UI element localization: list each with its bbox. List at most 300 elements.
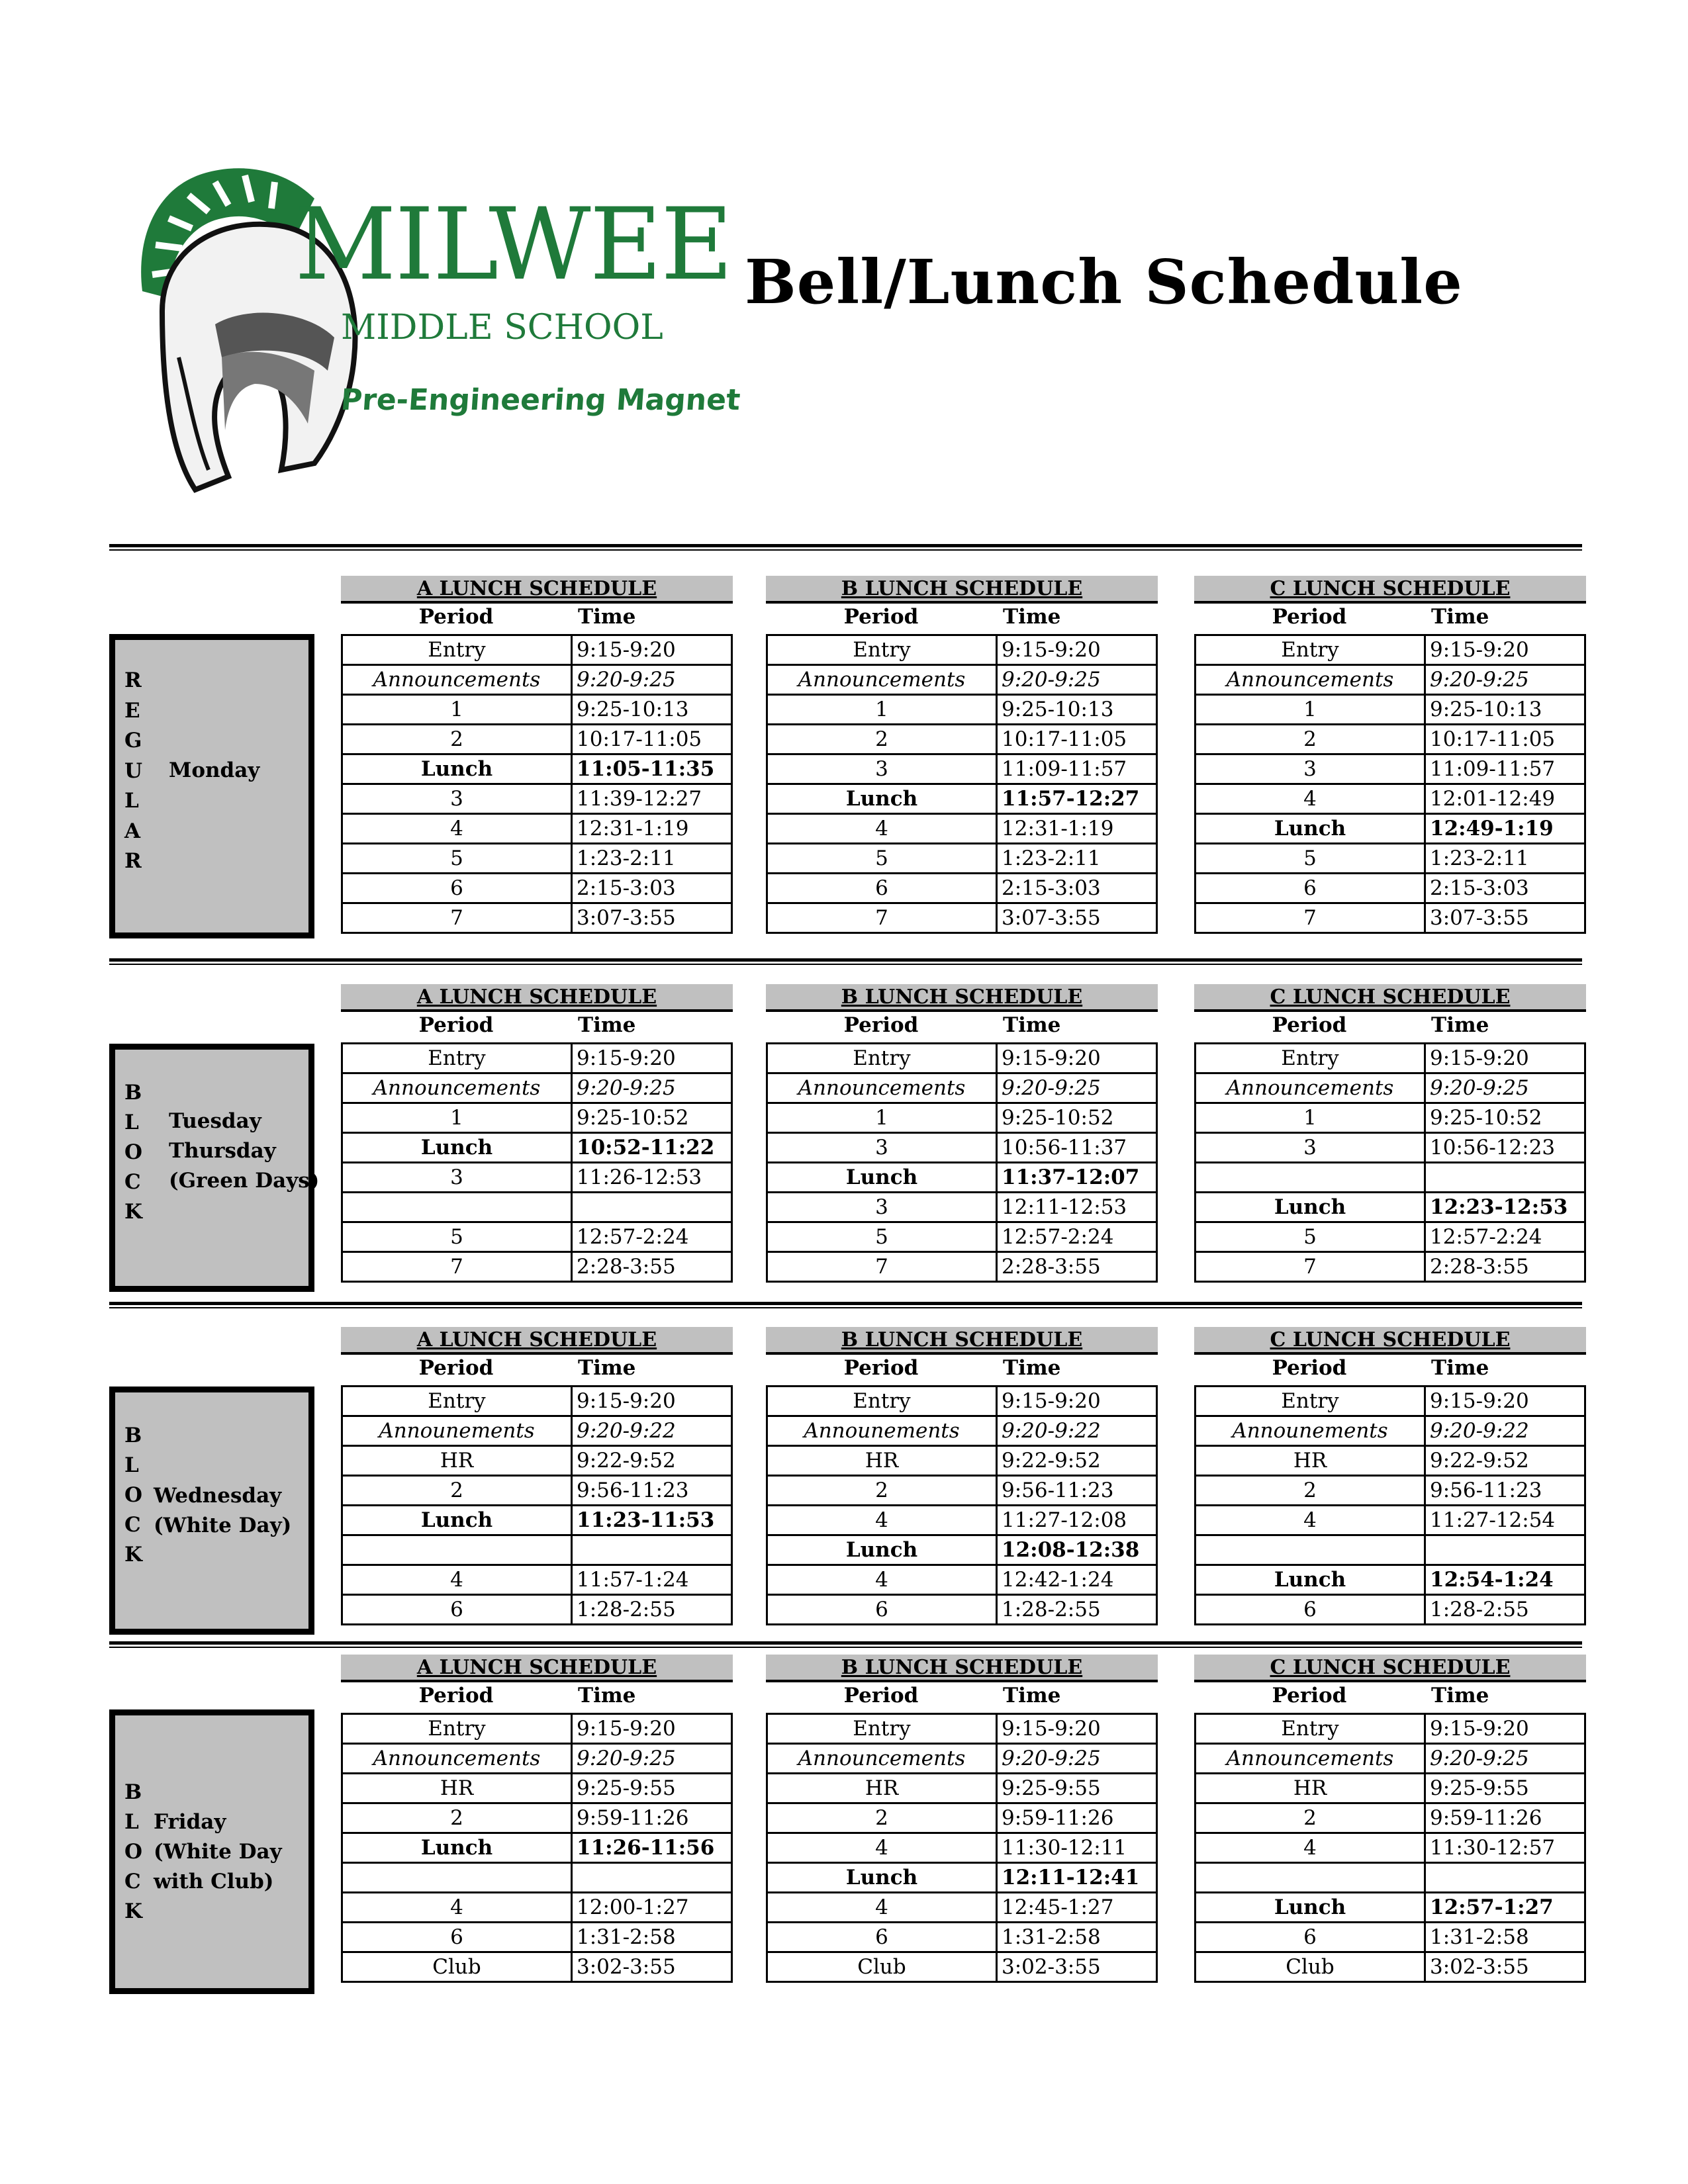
time-cell (1425, 1863, 1585, 1893)
column-headers (1194, 1682, 1586, 1707)
time-cell: 10:56-11:37 (997, 1133, 1157, 1163)
schedule-type-letter: U (124, 758, 143, 783)
time-cell: 11:26-12:53 (572, 1163, 732, 1193)
time-cell: 1:28-2:55 (572, 1595, 732, 1625)
period-cell: Announcements (1196, 665, 1425, 695)
logo-name: MILWEE (295, 187, 732, 302)
period-cell: 4 (767, 1565, 997, 1595)
schedule-row (342, 754, 732, 784)
time-cell: 9:20-9:25 (1425, 1744, 1585, 1774)
schedule-row (342, 1073, 732, 1103)
schedule-title: A LUNCH SCHEDULE (341, 984, 733, 1012)
time-cell: 9:25-9:55 (1425, 1774, 1585, 1803)
schedule-row (767, 1952, 1157, 1982)
schedule-table (341, 1042, 733, 1283)
schedule-row (1196, 1923, 1585, 1952)
schedule-row (767, 665, 1157, 695)
period-cell: 4 (342, 814, 572, 844)
time-header: Time (578, 1356, 636, 1380)
schedule-row (342, 1803, 732, 1833)
schedule-row (767, 1774, 1157, 1803)
schedule-row (342, 784, 732, 814)
period-cell: 2 (1196, 1476, 1425, 1506)
period-cell (342, 1863, 572, 1893)
schedule-row (767, 1714, 1157, 1744)
period-cell: 7 (1196, 1252, 1425, 1282)
schedule-type-letter: O (124, 1140, 143, 1164)
time-cell: 10:56-12:23 (1425, 1133, 1585, 1163)
schedule-type-letter: R (124, 849, 142, 873)
period-cell: 5 (1196, 1222, 1425, 1252)
period-cell: 1 (767, 695, 997, 725)
period-cell: 7 (767, 1252, 997, 1282)
day-name: Friday (154, 1810, 226, 1834)
column-headers (341, 604, 733, 629)
period-header: Period (418, 1684, 494, 1707)
time-cell: 12:49-1:19 (1425, 814, 1585, 844)
schedule-row (342, 1476, 732, 1506)
period-cell: HR (767, 1774, 997, 1803)
schedule-title: B LUNCH SCHEDULE (766, 984, 1158, 1012)
schedule-type-letter: O (124, 1483, 143, 1507)
time-cell: 11:26-11:56 (572, 1833, 732, 1863)
period-cell: 6 (342, 874, 572, 903)
schedule-row (1196, 1535, 1585, 1565)
time-cell: 10:17-11:05 (997, 725, 1157, 754)
time-cell (572, 1535, 732, 1565)
period-cell: 3 (767, 754, 997, 784)
column-headers (1194, 604, 1586, 629)
time-cell: 9:15-9:20 (572, 1714, 732, 1744)
schedule-row (1196, 1863, 1585, 1893)
schedule-type-letter: G (124, 729, 142, 752)
schedule-row (342, 1252, 732, 1282)
time-cell: 1:31-2:58 (572, 1923, 732, 1952)
time-cell: 9:56-11:23 (572, 1476, 732, 1506)
schedule-row (342, 1044, 732, 1073)
schedule-title: C LUNCH SCHEDULE (1194, 1327, 1586, 1355)
logo-tagline: Pre-Engineering Magnet (340, 383, 741, 417)
schedule-row (1196, 1803, 1585, 1833)
schedule-row (1196, 1893, 1585, 1923)
time-cell: 1:31-2:58 (1425, 1923, 1585, 1952)
time-header: Time (1431, 1684, 1489, 1707)
period-cell: 5 (767, 1222, 997, 1252)
schedule-row (767, 1803, 1157, 1833)
schedule-table (341, 634, 733, 934)
period-cell: Announcements (342, 1073, 572, 1103)
period-header: Period (418, 605, 494, 629)
schedule-title: A LUNCH SCHEDULE (341, 1655, 733, 1682)
time-cell: 2:15-3:03 (572, 874, 732, 903)
schedule-type-letter: B (124, 1780, 142, 1804)
time-cell: 11:57-12:27 (997, 784, 1157, 814)
period-cell: Lunch (1196, 1893, 1425, 1923)
period-cell: 3 (1196, 754, 1425, 784)
schedule-row (1196, 1506, 1585, 1535)
period-cell: 2 (767, 1476, 997, 1506)
period-cell: 6 (342, 1595, 572, 1625)
period-cell: HR (767, 1446, 997, 1476)
time-cell: 3:02-3:55 (997, 1952, 1157, 1982)
period-cell: Entry (767, 1387, 997, 1416)
time-cell: 10:52-11:22 (572, 1133, 732, 1163)
time-cell (1425, 1163, 1585, 1193)
schedule-row (342, 1506, 732, 1535)
time-cell: 9:15-9:20 (1425, 1387, 1585, 1416)
schedule-row (1196, 903, 1585, 933)
section-separator (109, 958, 1582, 965)
period-cell: Lunch (767, 1535, 997, 1565)
period-cell: Entry (342, 635, 572, 665)
schedule-title: C LUNCH SCHEDULE (1194, 984, 1586, 1012)
schedule-row (767, 903, 1157, 933)
period-header: Period (1272, 1013, 1347, 1037)
period-cell: 3 (342, 1163, 572, 1193)
schedule-table (1194, 1713, 1586, 1983)
period-header: Period (1272, 1356, 1347, 1380)
schedule-row (767, 1416, 1157, 1446)
schedule-row (1196, 1833, 1585, 1863)
period-cell: Announcements (767, 1744, 997, 1774)
period-cell: 4 (1196, 1506, 1425, 1535)
schedule-row (767, 1222, 1157, 1252)
period-cell: 6 (767, 874, 997, 903)
period-cell: Club (342, 1952, 572, 1982)
period-header: Period (843, 1013, 919, 1037)
period-cell: 4 (1196, 784, 1425, 814)
column-headers (341, 1355, 733, 1380)
period-cell: 1 (342, 1103, 572, 1133)
period-cell: HR (1196, 1446, 1425, 1476)
time-cell: 1:23-2:11 (1425, 844, 1585, 874)
period-cell: Announcements (1196, 1744, 1425, 1774)
time-cell: 11:27-12:08 (997, 1506, 1157, 1535)
schedule-row (1196, 844, 1585, 874)
column-headers (766, 1012, 1158, 1037)
schedule-row (1196, 1952, 1585, 1982)
time-cell: 3:02-3:55 (572, 1952, 732, 1982)
column-headers (1194, 1355, 1586, 1380)
period-cell: Lunch (767, 1863, 997, 1893)
schedule-row (1196, 1103, 1585, 1133)
time-cell: 9:25-9:55 (572, 1774, 732, 1803)
period-cell: Announcements (1196, 1073, 1425, 1103)
time-cell: 9:20-9:25 (1425, 665, 1585, 695)
schedule-row (1196, 1744, 1585, 1774)
schedule-title: B LUNCH SCHEDULE (766, 1655, 1158, 1682)
period-cell: Announcements (342, 665, 572, 695)
period-cell: Lunch (767, 1163, 997, 1193)
schedule-type-letter: C (124, 1170, 141, 1194)
schedule-row (1196, 1387, 1585, 1416)
period-cell: 1 (1196, 1103, 1425, 1133)
schedule-row (1196, 1044, 1585, 1073)
time-cell: 9:20-9:25 (1425, 1073, 1585, 1103)
schedule-row (1196, 784, 1585, 814)
time-cell: 1:28-2:55 (997, 1595, 1157, 1625)
time-cell: 2:28-3:55 (997, 1252, 1157, 1282)
schedule-row (1196, 1133, 1585, 1163)
schedule-row (342, 903, 732, 933)
schedule-row (767, 1535, 1157, 1565)
schedule-row (767, 1893, 1157, 1923)
schedule-table (1194, 634, 1586, 934)
schedule-title: B LUNCH SCHEDULE (766, 576, 1158, 604)
schedule-row (1196, 635, 1585, 665)
time-cell: 9:59-11:26 (1425, 1803, 1585, 1833)
time-cell: 12:08-12:38 (997, 1535, 1157, 1565)
time-cell: 12:23-12:53 (1425, 1193, 1585, 1222)
schedule-row (1196, 1774, 1585, 1803)
time-cell (1425, 1535, 1585, 1565)
schedule-row (342, 1163, 732, 1193)
period-cell: Entry (342, 1714, 572, 1744)
period-cell: 4 (767, 1506, 997, 1535)
period-cell: 5 (767, 844, 997, 874)
time-header: Time (1003, 1684, 1061, 1707)
time-cell: 10:17-11:05 (572, 725, 732, 754)
day-name: (White Day) (154, 1514, 292, 1537)
period-cell (1196, 1863, 1425, 1893)
time-header: Time (1003, 605, 1061, 629)
schedule-row (767, 1133, 1157, 1163)
period-cell: 1 (342, 695, 572, 725)
period-header: Period (843, 1684, 919, 1707)
column-headers (766, 1355, 1158, 1380)
schedule-row (342, 1387, 732, 1416)
schedule-row (767, 1476, 1157, 1506)
time-cell: 9:20-9:25 (997, 1073, 1157, 1103)
period-cell: Announements (342, 1416, 572, 1446)
schedule-row (767, 1103, 1157, 1133)
time-cell: 9:56-11:23 (997, 1476, 1157, 1506)
schedule-row (1196, 1595, 1585, 1625)
schedule-table (766, 1042, 1158, 1283)
schedule-type-letter: B (124, 1081, 142, 1105)
period-cell (1196, 1163, 1425, 1193)
time-cell: 9:56-11:23 (1425, 1476, 1585, 1506)
time-cell: 9:15-9:20 (1425, 1714, 1585, 1744)
schedule-table (766, 634, 1158, 934)
schedule-row (342, 1416, 732, 1446)
column-headers (766, 604, 1158, 629)
schedule-row (342, 665, 732, 695)
period-cell: Entry (1196, 1387, 1425, 1416)
schedule-row (1196, 665, 1585, 695)
period-cell: Lunch (767, 784, 997, 814)
time-cell: 12:45-1:27 (997, 1893, 1157, 1923)
schedule-row (767, 1595, 1157, 1625)
time-cell: 9:20-9:22 (1425, 1416, 1585, 1446)
period-cell: 6 (767, 1923, 997, 1952)
period-cell: 2 (767, 1803, 997, 1833)
time-cell: 1:28-2:55 (1425, 1595, 1585, 1625)
period-cell: 6 (1196, 874, 1425, 903)
time-cell: 9:15-9:20 (572, 1387, 732, 1416)
schedule-row (767, 1446, 1157, 1476)
schedule-type-letter: L (124, 1453, 139, 1477)
schedule-row (342, 1923, 732, 1952)
schedule-table (766, 1713, 1158, 1983)
schedule-row (342, 1446, 732, 1476)
schedule-row (767, 1387, 1157, 1416)
column-headers (341, 1682, 733, 1707)
schedule-type-letter: R (124, 668, 142, 692)
time-cell: 9:25-10:13 (1425, 695, 1585, 725)
period-cell: 7 (342, 1252, 572, 1282)
schedule-row (1196, 1252, 1585, 1282)
time-cell: 3:02-3:55 (1425, 1952, 1585, 1982)
time-cell: 11:30-12:57 (1425, 1833, 1585, 1863)
schedule-row (342, 1193, 732, 1222)
time-cell: 9:15-9:20 (572, 635, 732, 665)
period-cell: 2 (342, 1803, 572, 1833)
section-separator (109, 544, 1582, 551)
time-header: Time (1003, 1356, 1061, 1380)
period-cell: Lunch (342, 1833, 572, 1863)
schedule-row (767, 635, 1157, 665)
period-cell (342, 1193, 572, 1222)
schedule-title: C LUNCH SCHEDULE (1194, 576, 1586, 604)
schedule-type-letter: B (124, 1424, 142, 1447)
period-cell: 3 (767, 1193, 997, 1222)
time-cell: 1:31-2:58 (997, 1923, 1157, 1952)
schedule-row (342, 844, 732, 874)
period-cell: Entry (1196, 635, 1425, 665)
schedule-row (767, 725, 1157, 754)
schedule-table (766, 1385, 1158, 1625)
period-cell: 4 (342, 1565, 572, 1595)
section-separator (109, 1641, 1582, 1648)
time-cell: 9:22-9:52 (572, 1446, 732, 1476)
schedule-row (1196, 1714, 1585, 1744)
period-cell: 2 (1196, 725, 1425, 754)
schedule-type-letter: E (124, 698, 140, 723)
schedule-row (767, 1833, 1157, 1863)
schedule-row (342, 1535, 732, 1565)
time-header: Time (578, 1013, 636, 1037)
time-cell: 2:28-3:55 (1425, 1252, 1585, 1282)
time-cell: 9:20-9:25 (572, 1744, 732, 1774)
schedule-row (342, 1774, 732, 1803)
logo-subtitle: MIDDLE SCHOOL (341, 308, 663, 347)
schedule-title: C LUNCH SCHEDULE (1194, 1655, 1586, 1682)
time-cell: 9:15-9:20 (997, 635, 1157, 665)
time-cell: 11:09-11:57 (997, 754, 1157, 784)
period-cell: Club (1196, 1952, 1425, 1982)
time-header: Time (578, 1684, 636, 1707)
time-header: Time (1431, 1013, 1489, 1037)
column-headers (341, 1012, 733, 1037)
time-cell: 9:25-10:13 (572, 695, 732, 725)
period-cell: HR (1196, 1774, 1425, 1803)
schedule-row (342, 1863, 732, 1893)
schedule-type-letter: C (124, 1513, 141, 1537)
schedule-row (1196, 874, 1585, 903)
schedule-title: A LUNCH SCHEDULE (341, 576, 733, 604)
time-cell: 2:28-3:55 (572, 1252, 732, 1282)
schedule-row (342, 1222, 732, 1252)
schedule-row (1196, 1565, 1585, 1595)
time-cell: 12:57-2:24 (572, 1222, 732, 1252)
schedule-row (1196, 695, 1585, 725)
schedule-row (767, 1073, 1157, 1103)
schedule-row (342, 1565, 732, 1595)
time-cell: 11:39-12:27 (572, 784, 732, 814)
period-cell: Entry (1196, 1044, 1425, 1073)
schedule-row (1196, 1222, 1585, 1252)
time-cell: 12:54-1:24 (1425, 1565, 1585, 1595)
period-cell: Announements (767, 1416, 997, 1446)
schedule-row (1196, 1193, 1585, 1222)
time-cell: 9:22-9:52 (997, 1446, 1157, 1476)
day-name: Tuesday (169, 1109, 261, 1133)
schedule-row (1196, 1073, 1585, 1103)
time-cell: 9:59-11:26 (572, 1803, 732, 1833)
period-cell: 2 (1196, 1803, 1425, 1833)
period-cell: Lunch (1196, 814, 1425, 844)
schedule-row (342, 1595, 732, 1625)
schedule-title: B LUNCH SCHEDULE (766, 1327, 1158, 1355)
schedule-row (1196, 725, 1585, 754)
period-cell: 4 (342, 1893, 572, 1923)
time-cell: 9:25-10:52 (572, 1103, 732, 1133)
period-cell: Lunch (342, 1133, 572, 1163)
schedule-table (341, 1713, 733, 1983)
time-cell: 11:23-11:53 (572, 1506, 732, 1535)
time-header: Time (1003, 1013, 1061, 1037)
period-cell: Announcements (342, 1744, 572, 1774)
day-name: Monday (169, 758, 260, 782)
time-cell: 12:57-1:27 (1425, 1893, 1585, 1923)
period-cell: Lunch (342, 1506, 572, 1535)
period-cell: 5 (1196, 844, 1425, 874)
period-cell (1196, 1535, 1425, 1565)
period-header: Period (418, 1013, 494, 1037)
schedule-row (767, 1506, 1157, 1535)
schedule-type-letter: L (124, 789, 139, 813)
time-cell: 11:27-12:54 (1425, 1506, 1585, 1535)
period-header: Period (1272, 605, 1347, 629)
schedule-row (1196, 1476, 1585, 1506)
schedule-row (342, 1714, 732, 1744)
time-cell: 2:15-3:03 (1425, 874, 1585, 903)
time-cell: 10:17-11:05 (1425, 725, 1585, 754)
time-cell: 9:25-10:52 (997, 1103, 1157, 1133)
time-cell: 9:15-9:20 (1425, 635, 1585, 665)
schedule-type-letter: L (124, 1810, 139, 1834)
time-header: Time (578, 605, 636, 629)
schedule-title: A LUNCH SCHEDULE (341, 1327, 733, 1355)
time-cell: 11:30-12:11 (997, 1833, 1157, 1863)
time-header: Time (1431, 1356, 1489, 1380)
period-cell: HR (342, 1774, 572, 1803)
period-cell: 5 (342, 1222, 572, 1252)
schedule-type-letter: K (124, 1200, 142, 1224)
schedule-row (767, 1863, 1157, 1893)
period-cell: 3 (342, 784, 572, 814)
period-cell: Announcements (767, 665, 997, 695)
day-name: Wednesday (154, 1484, 282, 1508)
section-separator (109, 1302, 1582, 1308)
period-cell: HR (342, 1446, 572, 1476)
schedule-table (1194, 1385, 1586, 1625)
day-name: with Club) (154, 1870, 274, 1893)
period-cell: Entry (342, 1044, 572, 1073)
schedule-row (767, 784, 1157, 814)
time-cell: 9:25-10:13 (997, 695, 1157, 725)
